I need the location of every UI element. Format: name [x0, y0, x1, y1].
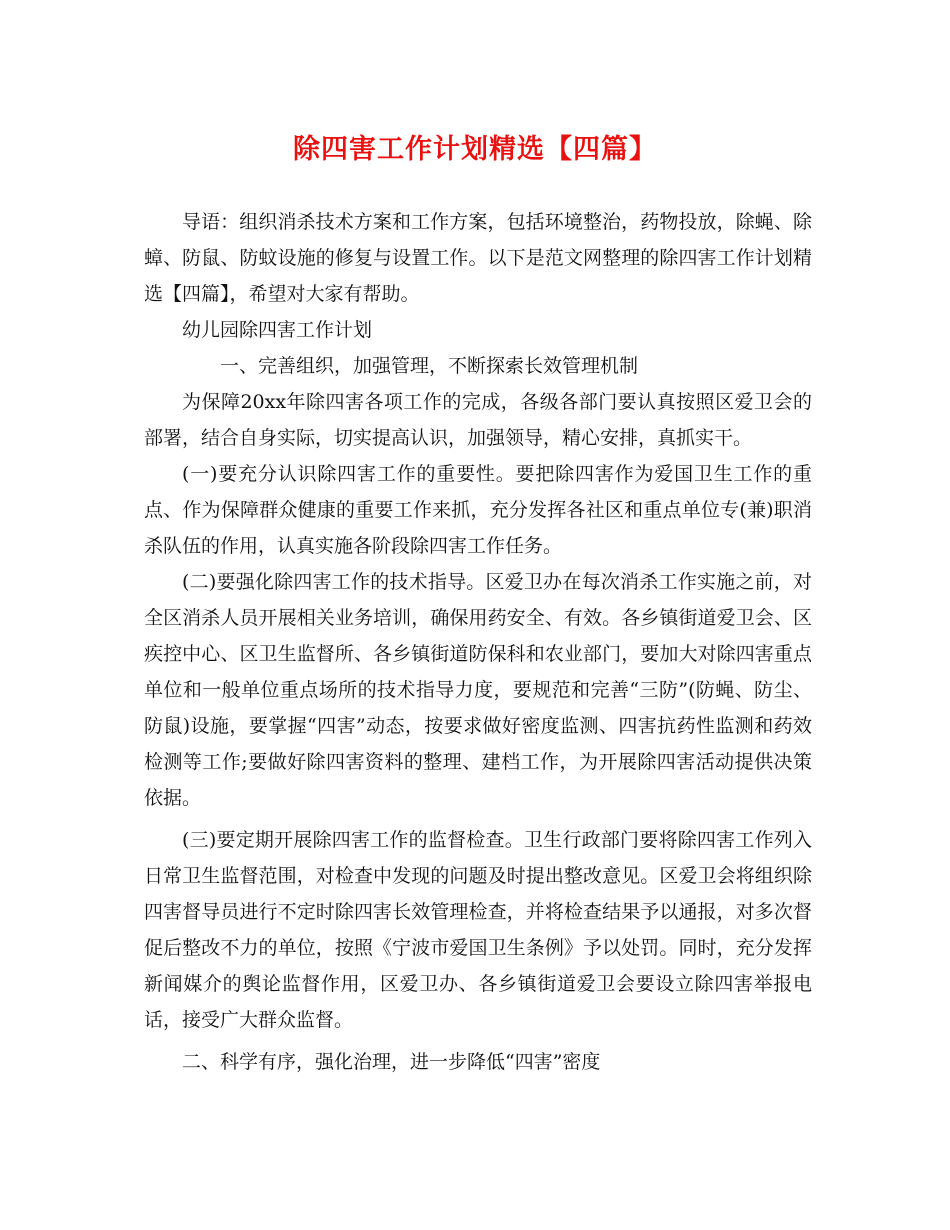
heading-2: 二、科学有序，强化治理，进一步降低“四害”密度 [182, 1051, 601, 1073]
paragraph-3: (二)要强化除四害工作的技术指导。区爱卫办在每次消杀工作实施之前，对全区消杀人员开展相关业务培训，确保用药安全、有效。各乡镇街道爱卫会、区疾控中心、区卫生监督所、各乡镇街道防保科和农业部门，要加大对除四害重点单位和一般单位重点场所的技术指导力度，要规范和完善“三防”(防蝇、防尘、防鼠)设施，要掌握“四害”动态，按要求做好密度监测、四害抗药性监测和药效检测等工作;要做好除四害资料的整理、建档工作，为开展除四害活动提供决策依据。 [144, 571, 812, 809]
heading-1: 一、完善组织，加强管理，不断探索长效管理机制 [220, 355, 639, 377]
intro-paragraph: 导语：组织消杀技术方案和工作方案，包括环境整治，药物投放，除蝇、除蟑、防鼠、防蚊设施的修复与设置工作。以下是范文网整理的除四害工作计划精选【四篇】，希望对大家有帮助。 [144, 211, 812, 305]
paragraph-1: 为保障20xx年除四害各项工作的完成，各级各部门要认真按照区爱卫会的部署，结合自身实际，切实提高认识，加强领导，精心安排，真抓实干。 [144, 391, 812, 449]
paragraph-2: (一)要充分认识除四害工作的重要性。要把除四害作为爱国卫生工作的重点、作为保障群众健康的重要工作来抓，充分发挥各社区和重点单位专(兼)职消杀队伍的作用，认真实施各阶段除四害工作任务。 [144, 463, 812, 557]
document-title: 除四害工作计划精选【四篇】 [293, 134, 657, 165]
document-body [144, 204, 812, 1080]
paragraph-4: (三)要定期开展除四害工作的监督检查。卫生行政部门要将除四害工作列入日常卫生监督范围，对检查中发现的问题及时提出整改意见。区爱卫会将组织除四害督导员进行不定时除四害长效管理检查，并将检查结果予以通报，对多次督促后整改不力的单位，按照《宁波市爱国卫生条例》予以处罚。同时，充分发挥新闻媒介的舆论监督作用，区爱卫办、各乡镇街道爱卫会要设立除四害举报电话，接受广大群众监督。 [144, 829, 812, 1031]
section-title: 幼儿园除四害工作计划 [182, 319, 373, 341]
